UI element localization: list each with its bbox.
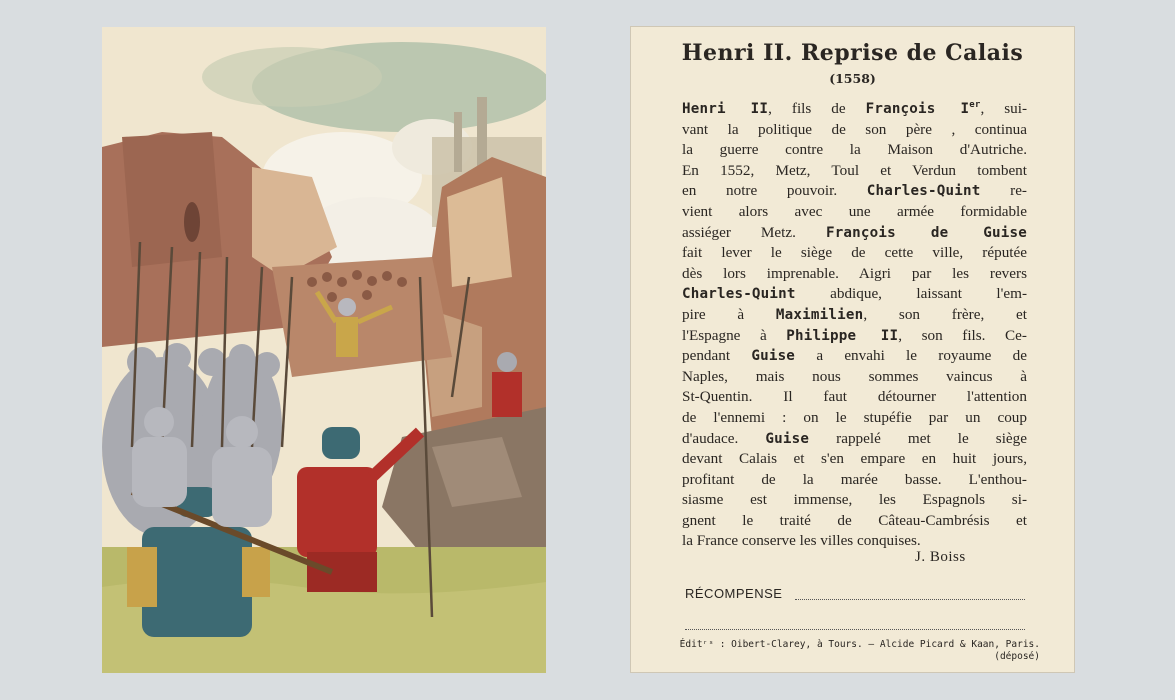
body-line [682,531,1027,552]
publisher-line: Éditʳˢ : Oibert-Clarey, à Tours. — Alcide Picard & Kaan, Paris. [679,639,1040,650]
bold-name-text: Guise [765,430,810,447]
body-text-segment: vant la politique de son père , continua [682,120,1027,138]
body-text-segment: a envahi le royaume de [795,347,1028,365]
body-text-segment: dès lors imprenable. Aigri par les revers [682,264,1027,282]
body-text-segment: devant Calais et s'en empare en huit jours, [682,450,1027,468]
body-line [682,429,1027,450]
dotted-separator [685,629,1025,630]
card-title: Henri II. Reprise de Calais [681,40,1024,66]
deposit-notice: (déposé) [994,651,1040,662]
body-text-segment: St-Quentin. Il faut détourner l'attention [682,388,1027,406]
bold-name-text: Charles-Quint [866,183,981,200]
body-line [682,511,1027,532]
body-text-segment: de l'ennemi : on le stupéfie par un coup [682,408,1027,426]
body-text-segment: siasme est immense, les Espagnols si- [682,491,1027,509]
body-line [682,367,1027,388]
card-body-text [682,99,1027,552]
body-line [682,387,1027,408]
body-line [682,284,1027,305]
body-text-segment: pendant [682,347,752,365]
body-text-segment: l'Espagne à [682,326,787,344]
card-back-text [630,26,1075,673]
body-line [682,223,1027,244]
recompense-field [685,586,1025,602]
body-text-segment: , sui- [980,100,1028,117]
body-line [682,470,1027,491]
body-text-segment: la guerre contre la Maison d'Autriche. [682,141,1027,159]
body-text-segment: gnent le traité de Câteau-Cambrésis et [682,511,1027,529]
bold-name-text: Charles-Quint [682,286,796,303]
body-text-segment: , son fils. Ce- [898,326,1027,344]
body-line [682,305,1027,326]
body-line [682,490,1027,511]
body-line [682,202,1027,223]
recompense-dotted-line [795,599,1025,600]
siege-of-calais-illustration [102,27,546,673]
publisher-footer [670,639,1040,663]
body-text-segment: profitant de la marée basse. L'enthou- [682,470,1027,488]
body-text-segment: rappelé met le siège [809,429,1027,447]
body-line [682,120,1027,141]
bold-name-text: Henri II [682,101,769,117]
bold-name-text: François I [865,101,970,117]
body-line [682,264,1027,285]
body-text-segment: abdique, laissant l'em- [795,285,1027,303]
bold-name-text: er [969,99,981,110]
body-text-segment: assiéger Metz. [682,223,826,241]
body-line [682,99,1027,120]
body-line [682,346,1027,367]
body-line [682,408,1027,429]
bold-name-text: Guise [751,348,796,365]
recompense-label: RÉCOMPENSE [685,586,783,601]
body-text-segment: fait lever le siège de cette ville, réputée [682,244,1027,262]
body-line [682,243,1027,264]
body-text-segment: , fils de [768,100,866,117]
body-line [682,181,1027,202]
body-line [682,326,1027,347]
body-text-segment: , son frère, et [863,305,1027,323]
body-line [682,140,1027,161]
body-text-segment: d'audace. [682,429,766,447]
bold-name-text: Maximilien [775,306,864,323]
body-text-segment: vient alors avec une armée formidable [682,202,1027,220]
body-text-segment: en notre pouvoir. [682,182,867,200]
body-text-segment: En 1552, Metz, Toul et Verdun tombent [682,161,1027,179]
bold-name-text: Philippe II [786,327,899,344]
body-line [682,161,1027,182]
body-text-segment: re- [980,182,1027,200]
card-author: J. Boiss [915,549,966,565]
body-text-segment: Naples, mais nous sommes vaincus à [682,367,1027,385]
body-text-segment: pire à [682,305,776,323]
card-front-illustration [102,27,546,673]
card-year: (1558) [829,71,876,86]
bold-name-text: François de Guise [825,224,1027,241]
body-line [682,449,1027,470]
body-text-segment: la France conserve les villes conquises. [682,532,921,550]
